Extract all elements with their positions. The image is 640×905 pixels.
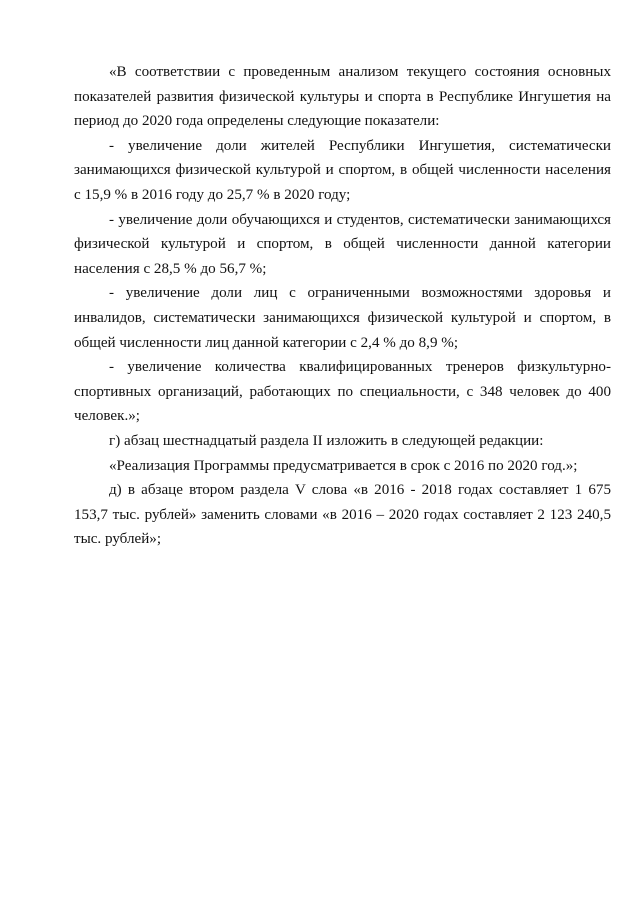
paragraph-indicators-intro: «В соответствии с проведенным анализом текущего состояния основных показателей развития физической культуры и спорта в Республике Ингушетия на период до 2020 года определены следующие показатели: xyxy=(74,64,611,130)
paragraph-amendment-g: г) абзац шестнадцатый раздела II изложить в следующей редакции: xyxy=(109,432,544,449)
paragraph-coaches-count: - увеличение количества квалифицированных тренеров физкультурно-спортивных организаций, работающих по специальности, с 348 человек до 400 человек.»; xyxy=(74,359,611,425)
document-body xyxy=(74,60,611,552)
paragraph-amendment-d: д) в абзаце втором раздела V слова «в 2016 - 2018 годах составляет 1 675 153,7 тыс. рублей» заменить словами «в 2016 – 2020 годах составляет 2 123 240,5 тыс. рублей»; xyxy=(74,482,611,548)
paragraph-program-term: «Реализация Программы предусматривается в срок с 2016 по 2020 год.»; xyxy=(109,457,578,474)
paragraph-students-share: - увеличение доли обучающихся и студентов, систематически занимающихся физической культурой и спортом, в общей численности данной категории населения с 28,5 % до 56,7 %; xyxy=(74,211,611,277)
paragraph-residents-share: - увеличение доли жителей Республики Ингушетия, систематически занимающихся физической культурой и спортом, в общей численности населения с 15,9 % в 2016 году до 25,7 % в 2020 году; xyxy=(74,137,611,203)
paragraph-disabled-share: - увеличение доли лиц с ограниченными возможностями здоровья и инвалидов, систематически занимающихся физической культурой и спортом, в общей численности лиц данной категории с 2,4 % до 8,9 %; xyxy=(74,285,611,351)
